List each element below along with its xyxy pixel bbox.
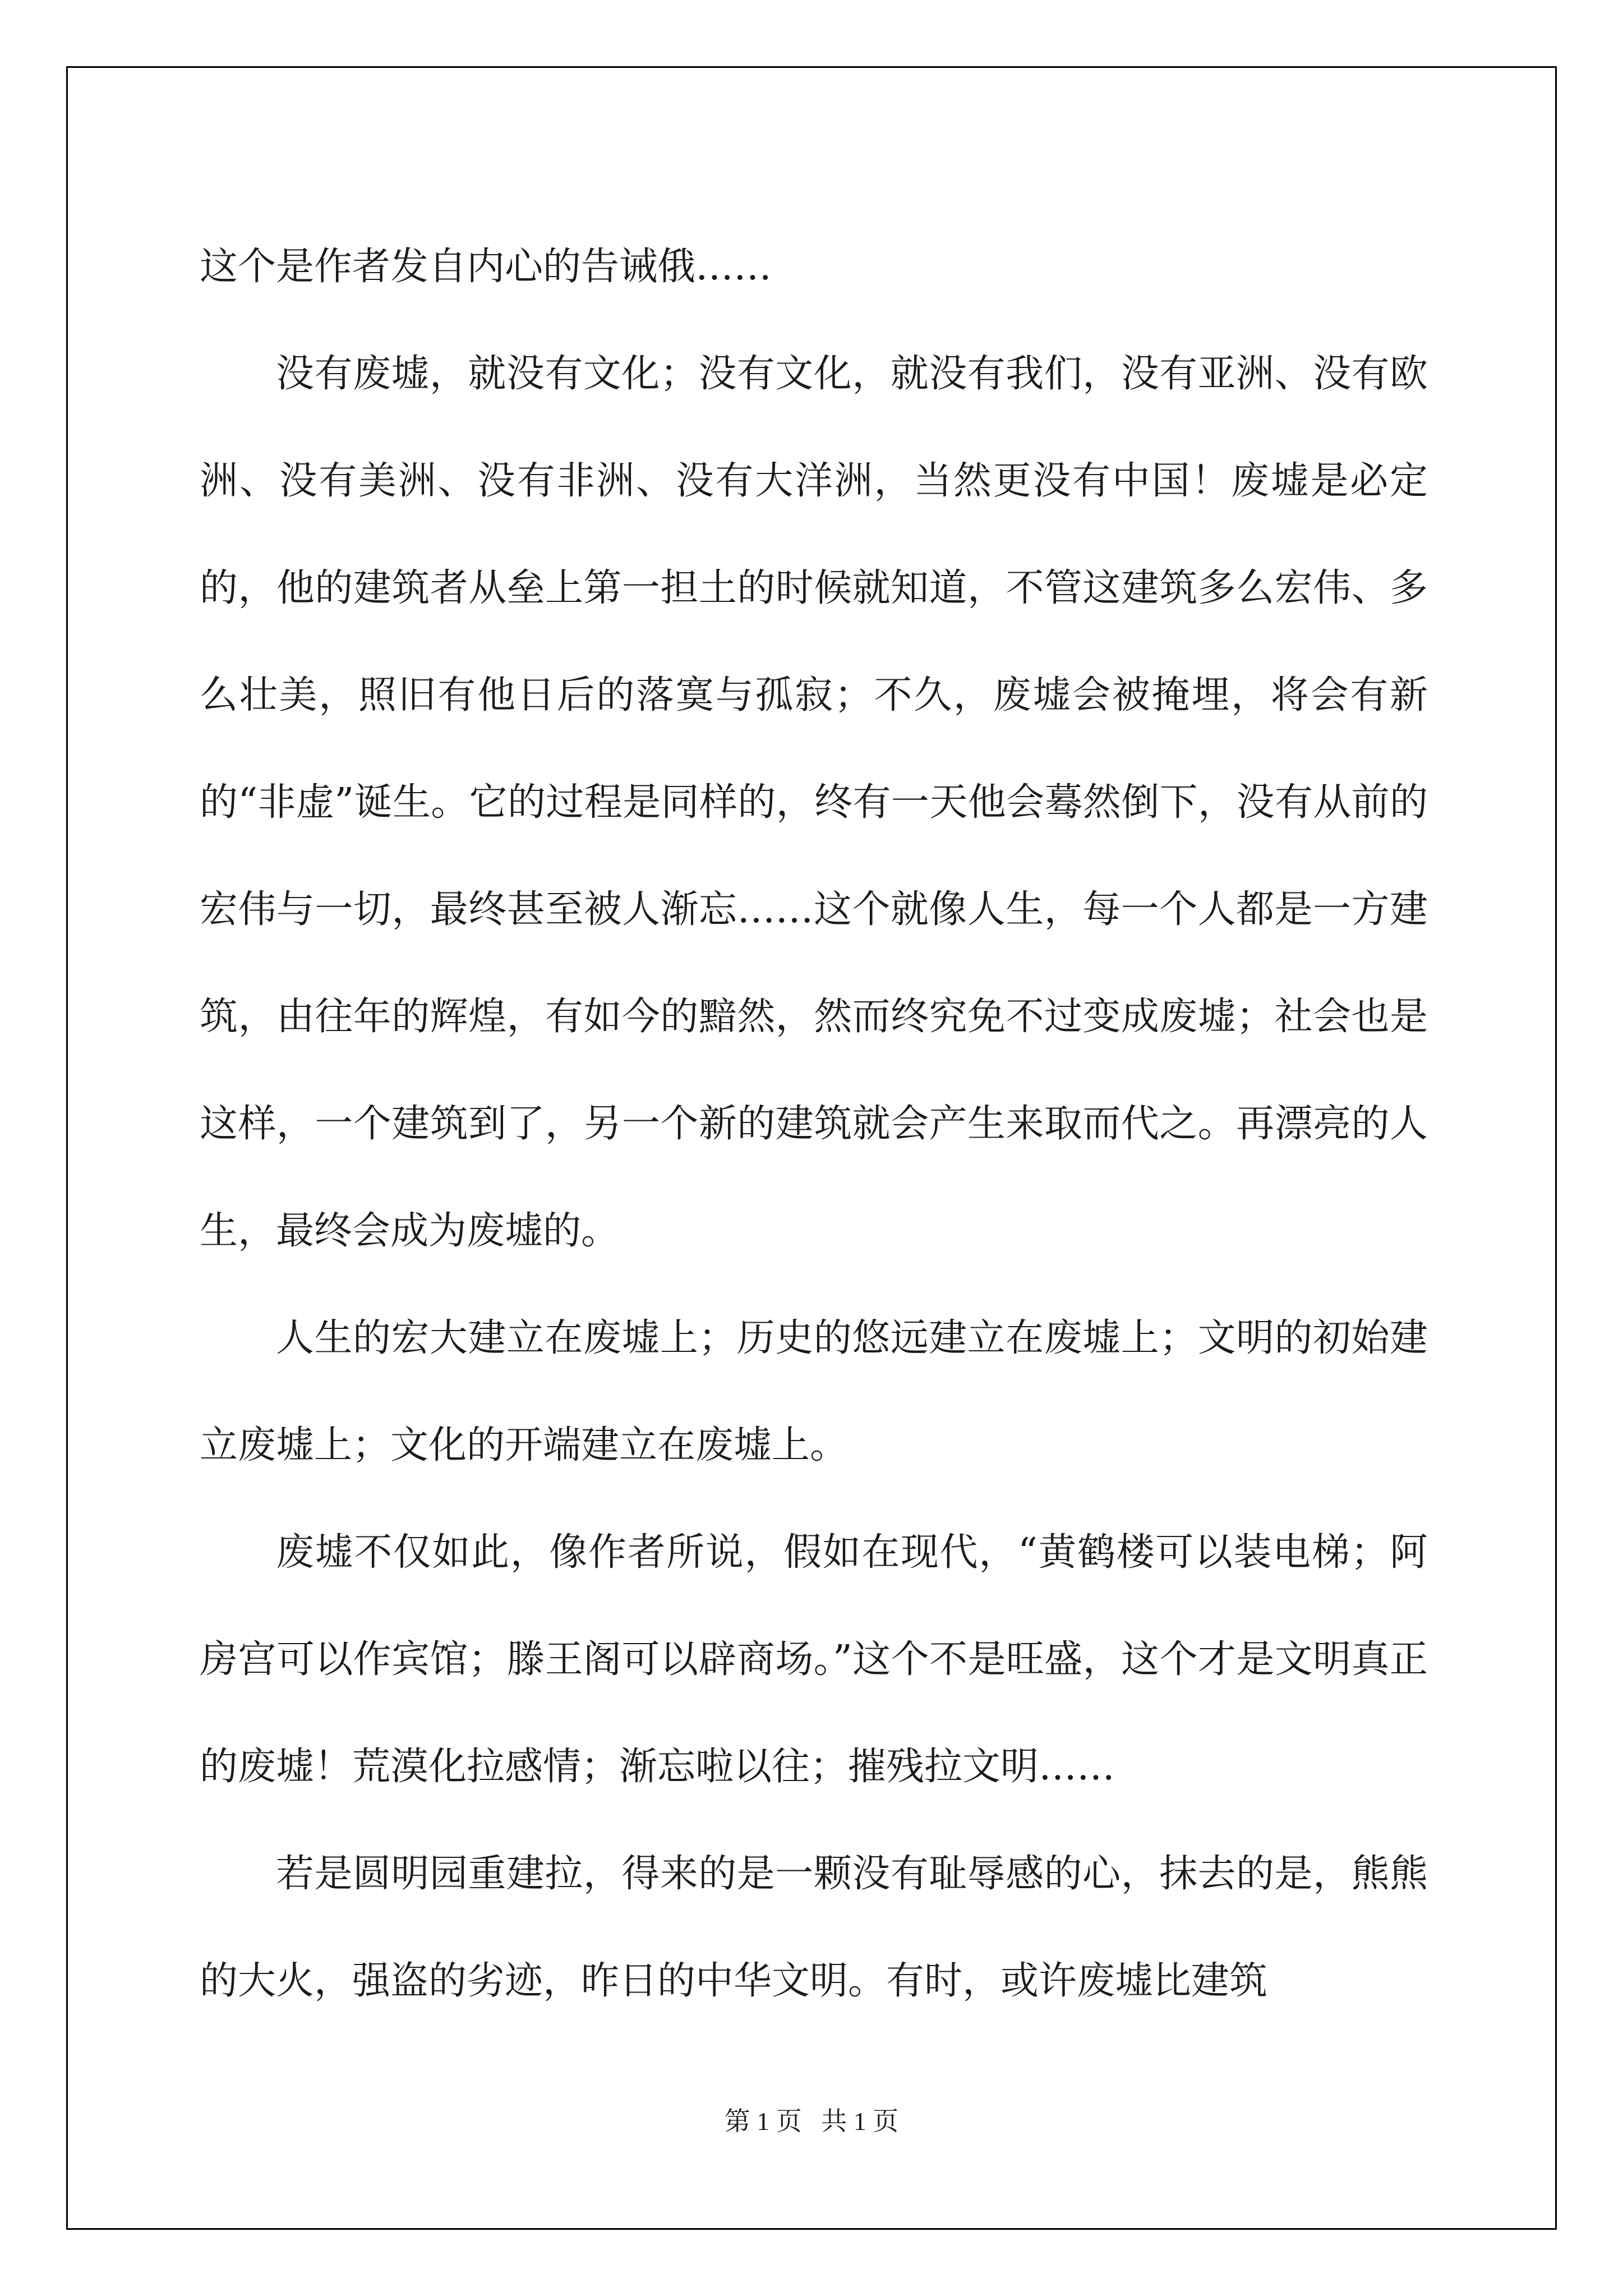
page-footer	[0, 2101, 1623, 2138]
paragraph-5: 若是圆明园重建拉，得来的是一颗没有耻辱感的心，抹去的是，熊熊的大火，强盗的劣迹，昨日的中华文明。有时，或许废墟比建筑	[200, 1852, 1428, 2003]
page-total: 共 1 页	[821, 2107, 899, 2136]
paragraph-3: 人生的宏大建立在废墟上；历史的悠远建立在废墟上；文明的初始建立废墟上；文化的开端建立在废墟上。	[200, 1316, 1428, 1467]
paragraph-4: 废墟不仅如此，像作者所说，假如在现代，“黄鹤楼可以装电梯；阿房宫可以作宾馆；滕王阁可以辟商场。”这个不是旺盛，这个才是文明真正的废墟！荒漠化拉感情；渐忘啦以往；摧残拉文明……	[200, 1530, 1428, 1789]
document-body	[200, 213, 1428, 2035]
paragraph-1: 这个是作者发自内心的告诫俄……	[200, 245, 772, 289]
paragraph-2: 没有废墟，就没有文化；没有文化，就没有我们，没有亚洲、没有欧洲、没有美洲、没有非洲、没有大洋洲，当然更没有中国！废墟是必定的，他的建筑者从垒上第一担土的时候就知道，不管这建筑多么宏伟、多么壮美，照旧有他日后的落寞与孤寂；不久，废墟会被掩埋，将会有新的“非虚”诞生。它的过程是同样的，终有一天他会蓦然倒下，没有从前的宏伟与一切，最终甚至被人渐忘……这个就像人生，每一个人都是一方建筑，由往年的辉煌，有如今的黯然，然而终究免不过变成废墟；社会也是这样，一个建筑到了，另一个新的建筑就会产生来取而代之。再漂亮的人生，最终会成为废墟的。	[200, 352, 1428, 1253]
page-number: 第 1 页	[724, 2107, 802, 2136]
